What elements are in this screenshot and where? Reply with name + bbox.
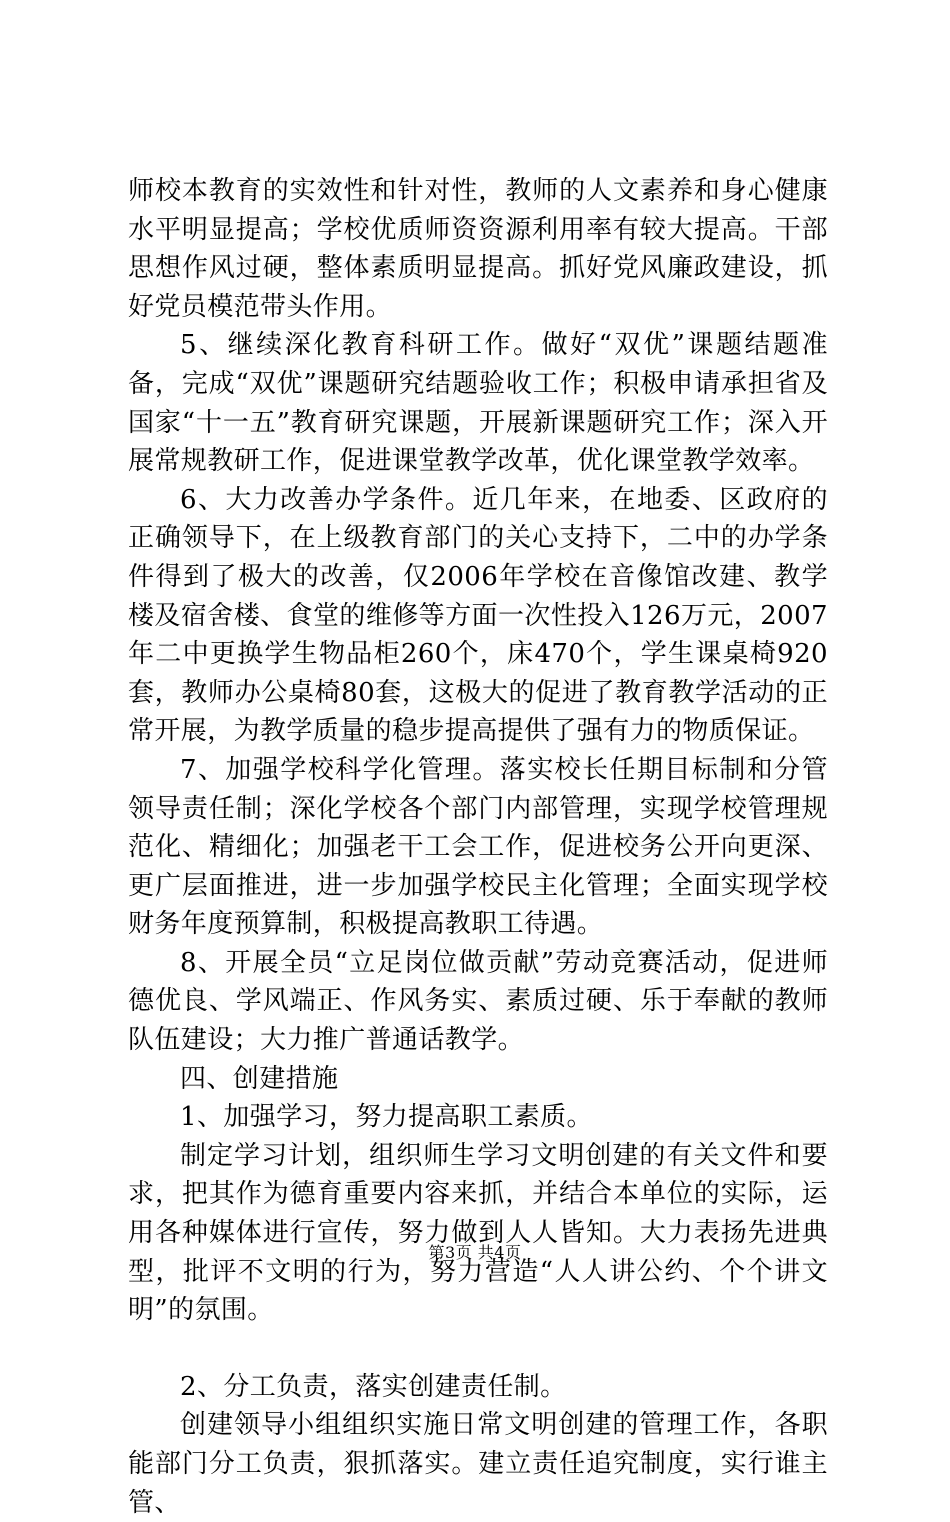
page-footer bbox=[0, 1243, 950, 1263]
paragraph-item-5: 5、继续深化教育科研工作。做好“双优”课题结题准备，完成“双优”课题研究结题验收工作；积极申请承担省及国家“十一五”教育研究课题，开展新课题研究工作；深入开展常规教研工作，促进课堂教学改革，优化课堂教学效率。 bbox=[128, 330, 828, 477]
subheading-1: 1、加强学习，努力提高职工素质。 bbox=[180, 1102, 593, 1133]
section-heading: 四、创建措施 bbox=[180, 1063, 339, 1094]
paragraph-item-8: 8、开展全员“立足岗位做贡献”劳动竞赛活动，促进师德优良、学风端正、作风务实、素质过硬、乐于奉献的教师队伍建设；大力推广普通话教学。 bbox=[128, 947, 828, 1056]
paragraph-item-7: 7、加强学校科学化管理。落实校长任期目标制和分管领导责任制；深化学校各个部门内部管理，实现学校管理规范化、精细化；加强老干工会工作，促进校务公开向更深、更广层面推进，进一步加强学校民主化管理；全面实现学校财务年度预算制，积极提高教职工待遇。 bbox=[128, 754, 828, 940]
subheading-2: 2、分工负责，落实创建责任制。 bbox=[180, 1371, 567, 1402]
paragraph-item-6: 6、大力改善办学条件。近几年来，在地委、区政府的正确领导下，在上级教育部门的关心支持下，二中的办学条件得到了极大的改善，仅2006年学校在音像馆改建、教学楼及宿舍楼、食堂的维修等方面一次性投入126万元，2007年二中更换学生物品柜260个，床470个，学生课桌椅920套，教师办公桌椅80套，这极大的促进了教育教学活动的正常开展，为教学质量的稳步提高提供了强有力的物质保证。 bbox=[128, 484, 828, 747]
paragraph-continuation: 师校本教育的实效性和针对性，教师的人文素养和身心健康水平明显提高；学校优质师资资源利用率有较大提高。干部思想作风过硬，整体素质明显提高。抓好党风廉政建设，抓好党员模范带头作用。 bbox=[128, 176, 828, 322]
paragraph-study: 制定学习计划，组织师生学习文明创建的有关文件和要求，把其作为德育重要内容来抓，并结合本单位的实际，运用各种媒体进行宣传，努力做到人人皆知。大力表扬先进典型，批评不文明的行为，努力营造“人人讲公约、个个讲文明”的氛围。 bbox=[128, 1140, 828, 1326]
page-number: 第3页 共4页 bbox=[428, 1243, 522, 1262]
document-body bbox=[128, 172, 828, 1522]
paragraph-responsibility: 创建领导小组组织实施日常文明创建的管理工作，各职能部门分工负责，狠抓落实。建立责任追究制度，实行谁主管、 bbox=[128, 1410, 828, 1518]
